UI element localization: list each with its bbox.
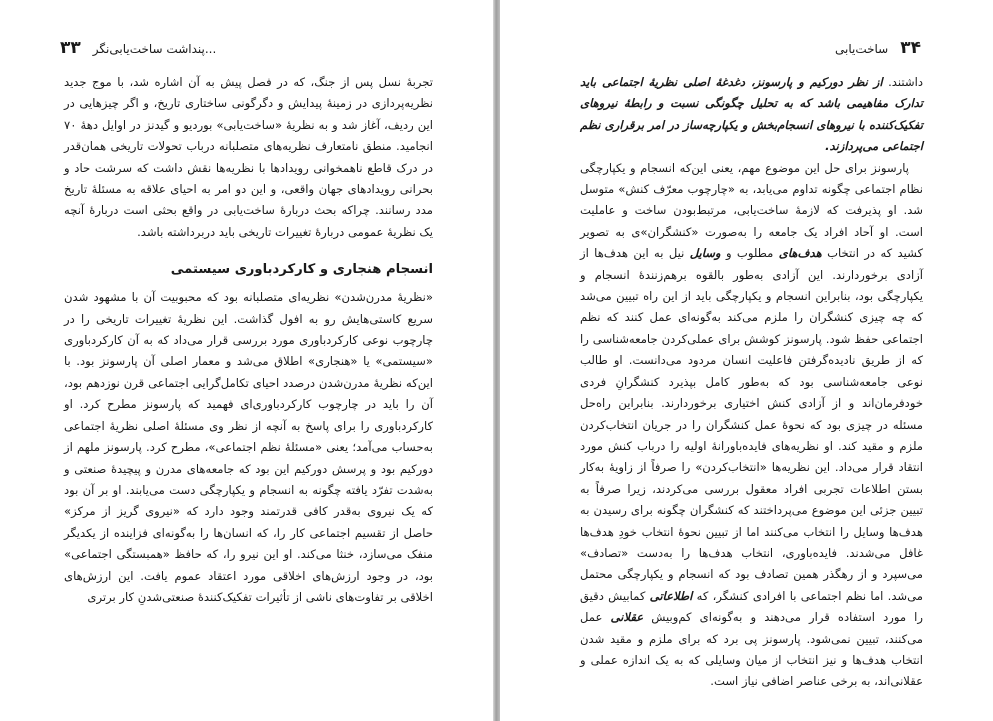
right-paragraph-2-part-c: نیل به این هدف‌ها از آزادی برخوردارند. این آزادی به‌طور بالقوه برهم‌زنندهٔ انسجام و یکپارچگی بود، بنابراین انسجام و یکپارچگی باید از این راه تبیین می‌شد که چه چیزی کنشگران را ملزم می‌کند به‌گونه‌ای عمل کنند که نظم اجتماعی حفظ شود. پارسونز کوشش برای عملی‌کردن جامعه‌شناسی را که از طریق نادیده‌گرفتن فاعلیت انسان مردود می‌دانست. او طالب نوعی جامعه‌شناسی بود که به‌طور کامل بپذیرد کنشگرانِ فردی خودفرمان‌اند و از آزادی کنش اختیاری برخوردارند. بنابراین راه‌حل مسئله در چیزی بود که نحوهٔ عمل کنشگران را در جریان انتخاب‌کردن ملزم و مقید کند. او نظریه‌های فایده‌باورانهٔ اولیه را درباب کنش مورد انتقاد قرار می‌داد. این نظریه‌ها «انتخاب‌کردن» را صرفاً از زاویهٔ به‌کار بستن اطلاعات تجربی افراد معقول بررسی می‌کردند، زیرا صرفاً به تبیین جزئی این موضوع می‌پرداختند که کنشگران چگونه برای رسیدن به هدف‌ها وسایل را انتخاب می‌کنند اما از تبیین نحوهٔ انتخاب خودِ هدف‌ها غافل می‌شدند. فایده‌باوری، انتخاب هدف‌ها را به‌دست «تصادف» می‌سپرد و از رهگذر همین تصادف بود که انسجام و یکپارچگی محتمل می‌شد. اما نظم اجتماعی با افرادی کنشگر، که [580, 246, 923, 603]
book-gutter [493, 0, 500, 721]
right-paragraph-2-part-d: کمابیش دقیق را مورد استفاده قرار می‌دهند و به‌گونه‌ای کم‌وبیش [580, 588, 923, 625]
right-paragraph-1-emphasis: از نظر دورکیم و پارسونز، دغدغهٔ اصلی نظریهٔ اجتماعی باید تدارک مفاهیمی باشد که به تحلیل چگونگی نسبت و رابطهٔ نیروهای تفکیک‌کننده با نیروهای انسجام‌بخش و یکپارچه‌ساز در امر برقراری نظم اجتماعی می‌پردازند. [580, 75, 923, 154]
right-page [500, 0, 993, 721]
right-paragraph-1 [580, 72, 923, 158]
left-body-text [64, 72, 433, 608]
right-paragraph-2-part-e: عمل می‌کنند، تبیین نمی‌شود. پارسونز پی برد که برای ملزم و مقید شدن انتخاب هدف‌ها و نیز انتخاب از میان وسایلی که به یک اندازه عملی و عقلانی‌اند، به برخی عناصر اضافی نیاز است. [580, 610, 923, 689]
left-paragraph-1: تجربهٔ نسل پس از جنگ، که در فصل پیش به آن اشاره شد، با موج جدید نظریه‌پردازی در زمینهٔ پیدایش و دگرگونی ساختاری تاریخ، و اگر چیزهایی در این ردیف، آغاز شد و به نظریهٔ «ساخت‌یابی» بوردیو و گیدنز در اوایل دههٔ ۷۰ انجامید. منطق نامتعارف نظریه‌های متصلبانه درباب تحولات تاریخی همان‌قدر در درک قاطع ناهمخوانی رویدادها با نظریه‌ها نقش داشت که سرشت حاد و بحرانی رویدادهای جهان واقعی، و این دو امر به احیای علاقه به مسئلهٔ تاریخ مدد رسانند. چراکه بحث دربارهٔ ساخت‌یابی در واقع بحثی است دربارهٔ آنچه یک نظریهٔ عمومی دربارهٔ تغییرات تاریخی باید دربرداشته باشد. [64, 75, 433, 239]
emphasis-means: وسایل [689, 246, 721, 261]
right-paragraph-1-lead: داشتند. [882, 75, 923, 89]
emphasis-information: اطلاعاتی [649, 588, 693, 603]
right-body-text [580, 72, 923, 693]
right-page-number: ۳۴ [900, 38, 921, 58]
right-paragraph-2-part-a: پارسونز برای حل این موضوع مهم، یعنی این‌که انسجام و یکپارچگی نظام اجتماعی چگونه تداوم می‌یابد، به «چارچوب معرّف کنش» متوسل شد. او پذیرفت که لازمهٔ ساخت‌یابی، مرتبط‌بودن ساخت و عاملیت است. او آحاد افراد یک جامعه را به‌صورت «کنشگران»ی به تصویر کشید که در انتخاب [580, 160, 923, 261]
left-paragraph-2: «نظریهٔ مدرن‌شدن» نظریه‌ای متصلبانه بود که محبوبیت آن با مشهود شدن سریع کاستی‌هایش رو به افول گذاشت. این نظریهٔ تغییرات تاریخی را در چارچوب نوعی کارکردباوری مورد بررسی قرار می‌داد که به آن کارکردباوری «سیستمی» یا «هنجاری» اطلاق می‌شد و معمار اصلی آن پارسونز بود. با این‌که نظریهٔ مدرن‌شدن درصدد احیای تکامل‌گرایی اجتماعی قرن نوزدهم بود، آن را باید در چارچوب کارکردباوری‌ای فهمید که پارسونز مطرح کرد. او کارکردباوری را برای پاسخ به آنچه از نظر وی مسئلهٔ اصلی نظریهٔ اجتماعی به‌حساب می‌آمد؛ یعنی «مسئلهٔ نظم اجتماعی»، مطرح کرد. پارسونز ملهم از دورکیم بود و پرسش دورکیم این بود که جامعه‌های مدرن و پیچیدهٔ صنعتی و به‌شدت تفرّد یافته چگونه به انسجام و یکپارچگی دست می‌یابند. او بر آن بود که یک نیروی به‌قدر کافی قدرتمند وجود دارد که «نیروی گریز از مرکز» حاصل از تقسیم اجتماعی کار را، که انسان‌ها را به‌گونه‌ای فزاینده از یکدیگر منفک می‌سازد، خنثا می‌کند. او این نیرو را، که حافظ «همبستگی اجتماعی» بود، در وجود ارزش‌های اخلاقی مورد اعتقاد عموم یافت. این ارزش‌های اخلاقی بر تفاوت‌های ناشی از تأثیرات تفکیک‌کنندهٔ صنعتی‌شدنِ کار برتری [64, 290, 433, 604]
left-page-number: ۳۳ [60, 38, 81, 58]
emphasis-rational: عقلانی [610, 610, 644, 625]
right-paragraph-2-part-b: مطلوب و [720, 246, 779, 261]
section-heading: انسجام هنجاری و کارکردباوری سیستمی [170, 262, 433, 278]
right-header-title: ساخت‌یابی [834, 42, 889, 56]
left-running-head [60, 38, 429, 62]
left-page [0, 0, 493, 721]
emphasis-ends: هدف‌های [778, 246, 822, 261]
right-running-head [564, 38, 921, 62]
right-paragraph-2 [580, 158, 923, 693]
left-header-title: پنداشت ساخت‌یابی‌نگر... [92, 42, 217, 56]
